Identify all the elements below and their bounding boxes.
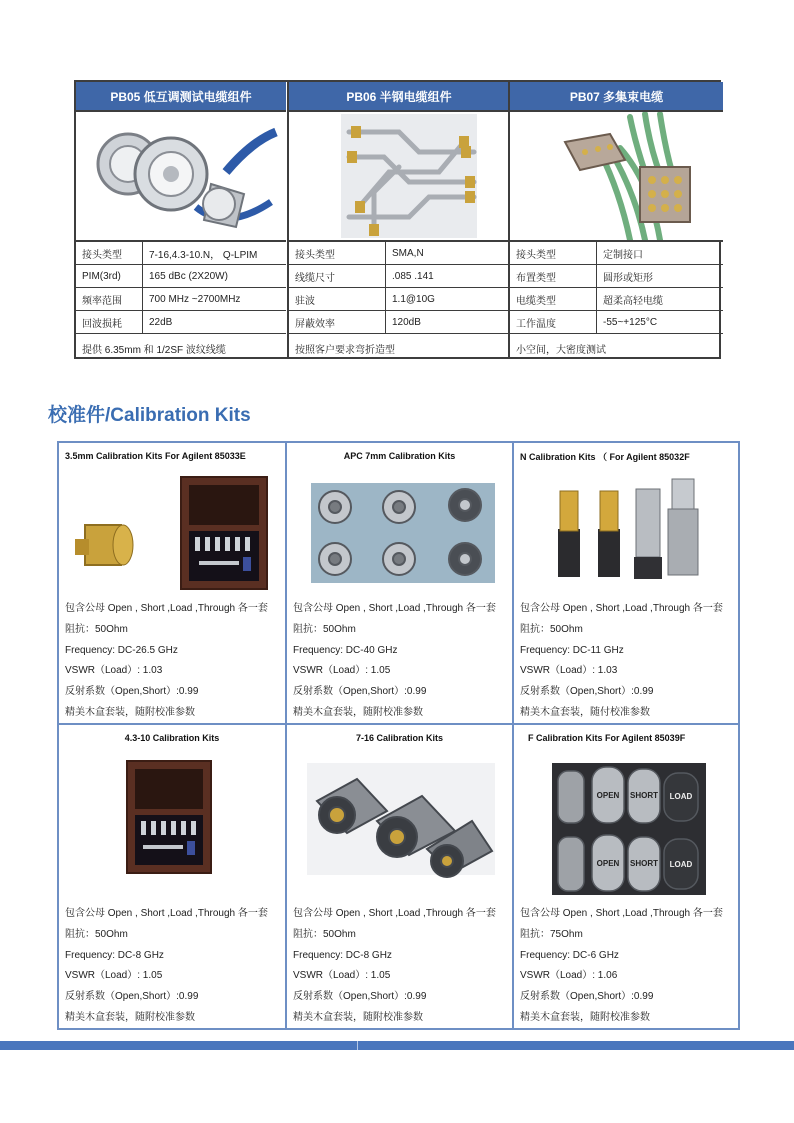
footer-bar bbox=[0, 1041, 794, 1050]
spec-value: -55~+125°C bbox=[603, 316, 658, 328]
spec-row bbox=[76, 242, 286, 265]
kit-f-photo bbox=[514, 751, 738, 897]
kit-card-f bbox=[514, 725, 738, 1028]
kit-card-7-16 bbox=[287, 725, 512, 1028]
spec-row bbox=[76, 311, 286, 334]
kit-contents: 包含公母 Open , Short ,Load ,Through 各一套 bbox=[293, 908, 496, 919]
spec-value: 圆形或矩形 bbox=[603, 272, 653, 284]
kit-card-apc-7mm bbox=[287, 443, 512, 723]
kit-reflection: 反射系数（Open,Short）:0.99 bbox=[65, 991, 199, 1003]
short-label: SHORT bbox=[630, 859, 658, 868]
spec-row bbox=[289, 242, 509, 265]
kit-specs bbox=[293, 904, 508, 1029]
spec-value: 700 MHz ~2700MHz bbox=[149, 293, 241, 305]
spec-row bbox=[510, 288, 723, 311]
kit-card-3-5mm bbox=[59, 443, 285, 723]
kit-reflection: 反射系数（Open,Short）:0.99 bbox=[65, 686, 199, 698]
kit-reflection: 反射系数（Open,Short）:0.99 bbox=[520, 686, 654, 698]
open-label: OPEN bbox=[596, 859, 620, 868]
spec-row bbox=[510, 265, 723, 288]
kit-package: 精美木盒套装，随附校准参数 bbox=[65, 706, 195, 718]
kit-name: 7-16 Calibration Kits bbox=[355, 733, 444, 743]
kit-vswr: VSWR（Load）: 1.03 bbox=[520, 665, 618, 677]
product-note: 提供 6.35mm 和 1/2SF 波纹线缆 bbox=[82, 344, 226, 356]
kit-frequency: Frequency: DC-8 GHz bbox=[65, 949, 164, 961]
semi-rigid-cable-photo bbox=[289, 112, 509, 242]
kit-3-5mm-photo bbox=[59, 469, 285, 597]
kit-specs bbox=[65, 599, 281, 724]
kit-impedance: 阻抗：50Ohm bbox=[520, 623, 583, 635]
spec-value: 165 dBc (2X20W) bbox=[149, 270, 228, 282]
kit-vswr: VSWR（Load）: 1.05 bbox=[293, 665, 391, 677]
kit-impedance: 阻抗：75Ohm bbox=[520, 928, 583, 940]
kit-frequency: Frequency: DC-6 GHz bbox=[520, 949, 619, 961]
low-pim-connector-photo bbox=[76, 112, 286, 242]
spec-value: 22dB bbox=[149, 316, 173, 328]
load-label: LOAD bbox=[669, 792, 693, 801]
spec-key: 频率范围 bbox=[76, 288, 143, 310]
spec-row bbox=[76, 265, 286, 288]
kit-name: N Calibration Kits （ For Agilent 85032F bbox=[520, 451, 690, 462]
spec-key: 接头类型 bbox=[76, 242, 143, 264]
short-label: SHORT bbox=[630, 791, 658, 800]
spec-key: 布置类型 bbox=[510, 265, 597, 287]
kit-name: 4.3-10 Calibration Kits bbox=[124, 733, 220, 743]
kit-vswr: VSWR（Load）: 1.06 bbox=[520, 970, 618, 982]
product-column-pb07 bbox=[508, 82, 723, 357]
open-label: OPEN bbox=[596, 791, 620, 800]
spec-row bbox=[289, 288, 509, 311]
kit-frequency: Frequency: DC-26.5 GHz bbox=[65, 644, 178, 656]
kit-package: 精美木盒套装，随附校准参数 bbox=[520, 1011, 650, 1023]
kit-name: F Calibration Kits For Agilent 85039F bbox=[528, 733, 686, 743]
spec-key: 工作温度 bbox=[510, 311, 597, 333]
kit-card-4-3-10 bbox=[59, 725, 285, 1028]
calibration-kit-grid bbox=[57, 441, 740, 1030]
product-column-pb05 bbox=[76, 82, 286, 357]
kit-specs bbox=[65, 904, 281, 1029]
spec-key: 接头类型 bbox=[510, 242, 597, 264]
kit-apc-7mm-photo bbox=[287, 469, 512, 597]
kit-contents: 包含公母 Open , Short ,Load ,Through 各一套 bbox=[65, 603, 268, 614]
kit-reflection: 反射系数（Open,Short）:0.99 bbox=[520, 991, 654, 1003]
product-title: PB07 多集束电缆 bbox=[510, 82, 723, 112]
product-note: 小空间，大密度测试 bbox=[516, 344, 606, 356]
kit-contents: 包含公母 Open , Short ,Load ,Through 各一套 bbox=[65, 908, 268, 919]
spec-value: .085 .141 bbox=[392, 270, 434, 282]
kit-reflection: 反射系数（Open,Short）:0.99 bbox=[293, 991, 427, 1003]
kit-card-n bbox=[514, 443, 738, 723]
multi-bundle-cable-photo bbox=[510, 112, 723, 242]
product-title: PB06 半钢电缆组件 bbox=[289, 82, 509, 112]
kit-n-photo bbox=[514, 469, 738, 597]
kit-name: APC 7mm Calibration Kits bbox=[343, 451, 456, 461]
load-label: LOAD bbox=[669, 860, 693, 869]
section-title: 校准件/Calibration Kits bbox=[48, 405, 251, 426]
kit-vswr: VSWR（Load）: 1.05 bbox=[65, 970, 163, 982]
kit-vswr: VSWR（Load）: 1.03 bbox=[65, 665, 163, 677]
kit-specs bbox=[293, 599, 508, 724]
spec-row bbox=[510, 242, 723, 265]
kit-impedance: 阻抗：50Ohm bbox=[293, 928, 356, 940]
spec-row bbox=[289, 265, 509, 288]
kit-impedance: 阻抗：50Ohm bbox=[293, 623, 356, 635]
product-note: 按照客户要求弯折造型 bbox=[295, 344, 395, 356]
kit-name: 3.5mm Calibration Kits For Agilent 85033E bbox=[65, 451, 246, 461]
spec-row bbox=[76, 288, 286, 311]
kit-4-3-10-photo bbox=[59, 751, 285, 885]
spec-value: 超柔高轻电缆 bbox=[603, 295, 663, 307]
spec-key: 电缆类型 bbox=[510, 288, 597, 310]
cable-assembly-table bbox=[74, 80, 721, 359]
spec-key: 驻波 bbox=[289, 288, 386, 310]
spec-value: 1.1@10G bbox=[392, 293, 435, 305]
kit-contents: 包含公母 Open , Short ,Load ,Through 各一套 bbox=[293, 603, 496, 614]
kit-package: 精美木盒套装，随附校准参数 bbox=[65, 1011, 195, 1023]
kit-vswr: VSWR（Load）: 1.05 bbox=[293, 970, 391, 982]
spec-key: 接头类型 bbox=[289, 242, 386, 264]
spec-value: SMA,N bbox=[392, 247, 424, 259]
kit-package: 精美木盒套装，随附校准参数 bbox=[293, 706, 423, 718]
spec-key: 线缆尺寸 bbox=[289, 265, 386, 287]
kit-specs bbox=[520, 599, 734, 724]
spec-value: 7-16,4.3-10.N， Q-LPIM bbox=[149, 249, 258, 261]
kit-contents: 包含公母 Open , Short ,Load ,Through 各一套 bbox=[520, 908, 723, 919]
kit-frequency: Frequency: DC-40 GHz bbox=[293, 644, 398, 656]
spec-value: 定制接口 bbox=[603, 249, 643, 261]
footer-divider bbox=[357, 1041, 358, 1050]
spec-key: PIM(3rd) bbox=[76, 265, 143, 287]
product-title: PB05 低互调测试电缆组件 bbox=[76, 82, 286, 112]
kit-package: 精美木盒套装，随附校准参数 bbox=[293, 1011, 423, 1023]
spec-key: 回波损耗 bbox=[76, 311, 143, 333]
spec-row bbox=[510, 311, 723, 334]
kit-frequency: Frequency: DC-11 GHz bbox=[520, 644, 624, 656]
spec-key: 屏蔽效率 bbox=[289, 311, 386, 333]
kit-frequency: Frequency: DC-8 GHz bbox=[293, 949, 392, 961]
spec-row bbox=[289, 311, 509, 334]
kit-contents: 包含公母 Open , Short ,Load ,Through 各一套 bbox=[520, 603, 723, 614]
product-column-pb06 bbox=[287, 82, 509, 357]
kit-reflection: 反射系数（Open,Short）:0.99 bbox=[293, 686, 427, 698]
kit-impedance: 阻抗：50Ohm bbox=[65, 623, 128, 635]
kit-7-16-photo bbox=[287, 751, 512, 885]
spec-value: 120dB bbox=[392, 316, 421, 328]
kit-specs bbox=[520, 904, 734, 1029]
kit-impedance: 阻抗：50Ohm bbox=[65, 928, 128, 940]
kit-package: 精美木盒套装，随付校准参数 bbox=[520, 706, 650, 718]
